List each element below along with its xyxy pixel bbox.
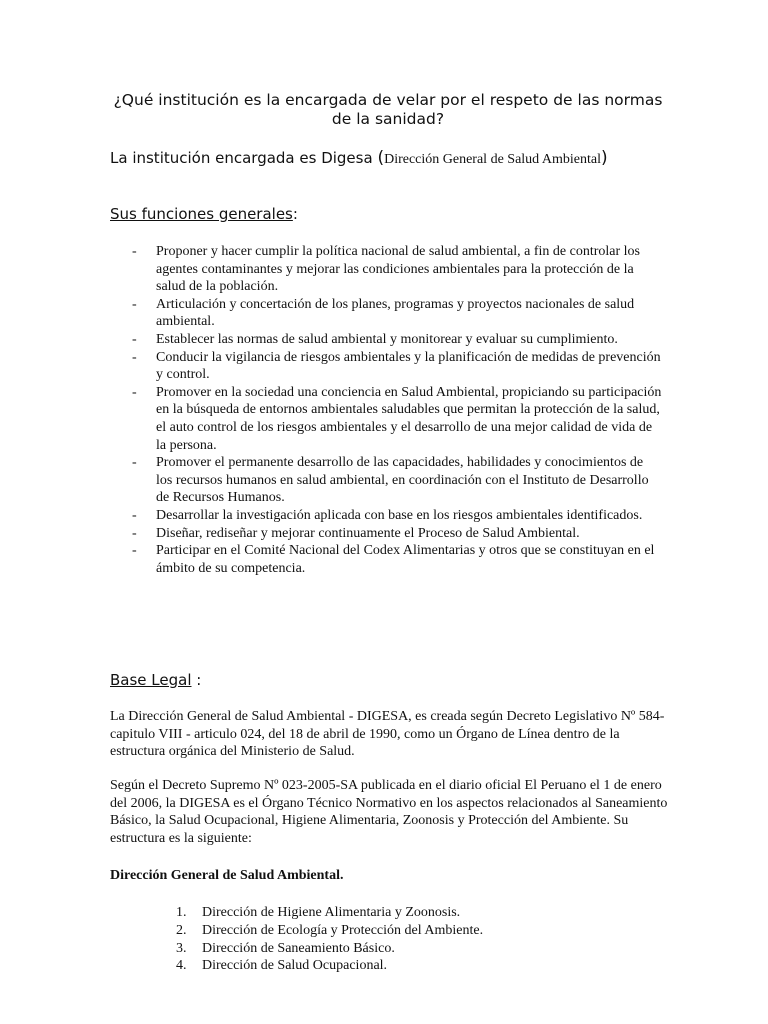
answer-institution-name: Dirección General de Salud Ambiental: [384, 152, 602, 167]
structure-list: [176, 904, 656, 975]
list-item-text: Articulación y concertación de los planes, programas y proyectos nacionales de salud ambiental.: [156, 296, 635, 330]
legal-heading-text: Base Legal: [110, 671, 192, 689]
list-item-text: Dirección de Saneamiento Básico.: [202, 940, 395, 956]
list-item: [132, 243, 662, 296]
bullet-dash: -: [132, 331, 137, 347]
bullet-dash: -: [132, 244, 137, 259]
answer-close-paren: ): [601, 148, 608, 168]
legal-paragraph-1: La Dirección General de Salud Ambiental - DIGESA, es creada según Decreto Legislativo Nº 584-capitulo VIII - articulo 024, del 18 de abril de 1990, como un Órgano de Línea dentro de la estructura orgánica del Ministerio de Salud.: [110, 709, 665, 760]
bullet-dash: -: [132, 455, 137, 471]
functions-heading-colon: :: [292, 205, 298, 223]
list-item: [132, 331, 662, 349]
list-item: [132, 349, 662, 384]
bullet-dash: -: [132, 296, 137, 312]
bullet-dash: -: [132, 507, 137, 523]
legal-heading-colon: :: [191, 671, 202, 689]
list-item: [176, 904, 656, 922]
list-item-text: Promover en la sociedad una conciencia en Salud Ambiental, propiciando su participación en la búsqueda de entornos ambientales saludables que permitan la protección de la salud, el auto control de los riesgos ambientales y el desarrollo de una mejor calidad de vida de la persona.: [156, 384, 662, 453]
functions-heading: [110, 205, 298, 223]
list-item-text: Promover el permanente desarrollo de las capacidades, habilidades y conocimientos de los recursos humanos en salud ambiental, en coordinación con el Instituto de Desarrollo de Recursos Humanos.: [156, 455, 649, 506]
answer-open-paren: (: [377, 148, 385, 168]
list-item-text: Establecer las normas de salud ambiental y monitorear y evaluar su cumplimiento.: [156, 331, 618, 347]
legal-heading: [110, 671, 201, 689]
bullet-dash: -: [132, 384, 137, 400]
list-item-text: Diseñar, rediseñar y mejorar continuamente el Proceso de Salud Ambiental.: [156, 525, 580, 541]
list-item: [132, 525, 662, 543]
bullet-dash: -: [132, 543, 137, 559]
list-item-number: 2.: [176, 922, 187, 938]
list-item: [176, 922, 656, 940]
list-item-number: 1.: [176, 905, 187, 920]
structure-title: Dirección General de Salud Ambiental.: [110, 868, 344, 883]
list-item-text: Dirección de Higiene Alimentaria y Zoonosis.: [202, 905, 461, 920]
list-item: [176, 957, 656, 975]
functions-list: [132, 243, 662, 577]
bullet-dash: -: [132, 349, 137, 365]
list-item: [132, 507, 662, 525]
list-item: [132, 296, 662, 331]
list-item: [132, 542, 662, 577]
list-item-text: Participar en el Comité Nacional del Codex Alimentarias y otros que se constituyan en el ámbito de su competencia.: [156, 543, 655, 576]
question-title: ¿Qué institución es la encargada de velar por el respeto de las normas de la sanidad?: [113, 91, 663, 128]
bullet-dash: -: [132, 525, 137, 541]
list-item-text: Dirección de Ecología y Protección del Ambiente.: [202, 922, 484, 938]
legal-paragraph-2: Según el Decreto Supremo Nº 023-2005-SA publicada en el diario oficial El Peruano el 1 de enero del 2006, la DIGESA es el Órgano Técnico Normativo en los aspectos relacionados al Saneamiento Básico, la Salud Ocupacional, Higiene Alimentaria, Zoonosis y Protección del Ambiente. Su estructura es la siguiente:: [110, 778, 668, 846]
functions-heading-text: Sus funciones generales: [110, 205, 293, 223]
list-item-text: Proponer y hacer cumplir la política nacional de salud ambiental, a fin de controlar los agentes contaminantes y mejorar las condiciones ambientales para la protección de la salud de la población.: [156, 244, 640, 295]
list-item-text: Dirección de Salud Ocupacional.: [202, 958, 388, 974]
list-item-number: 3.: [176, 940, 187, 956]
list-item-text: Conducir la vigilancia de riesgos ambientales y la planificación de medidas de prevención y control.: [156, 349, 661, 383]
list-item: [176, 940, 656, 958]
list-item-number: 4.: [176, 958, 187, 974]
list-item: [132, 384, 662, 454]
list-item-text: Desarrollar la investigación aplicada con base en los riesgos ambientales identificados.: [156, 507, 643, 523]
answer-lead: La institución encargada es Digesa: [110, 149, 378, 167]
answer-line: [110, 148, 710, 168]
list-item: [132, 454, 662, 507]
